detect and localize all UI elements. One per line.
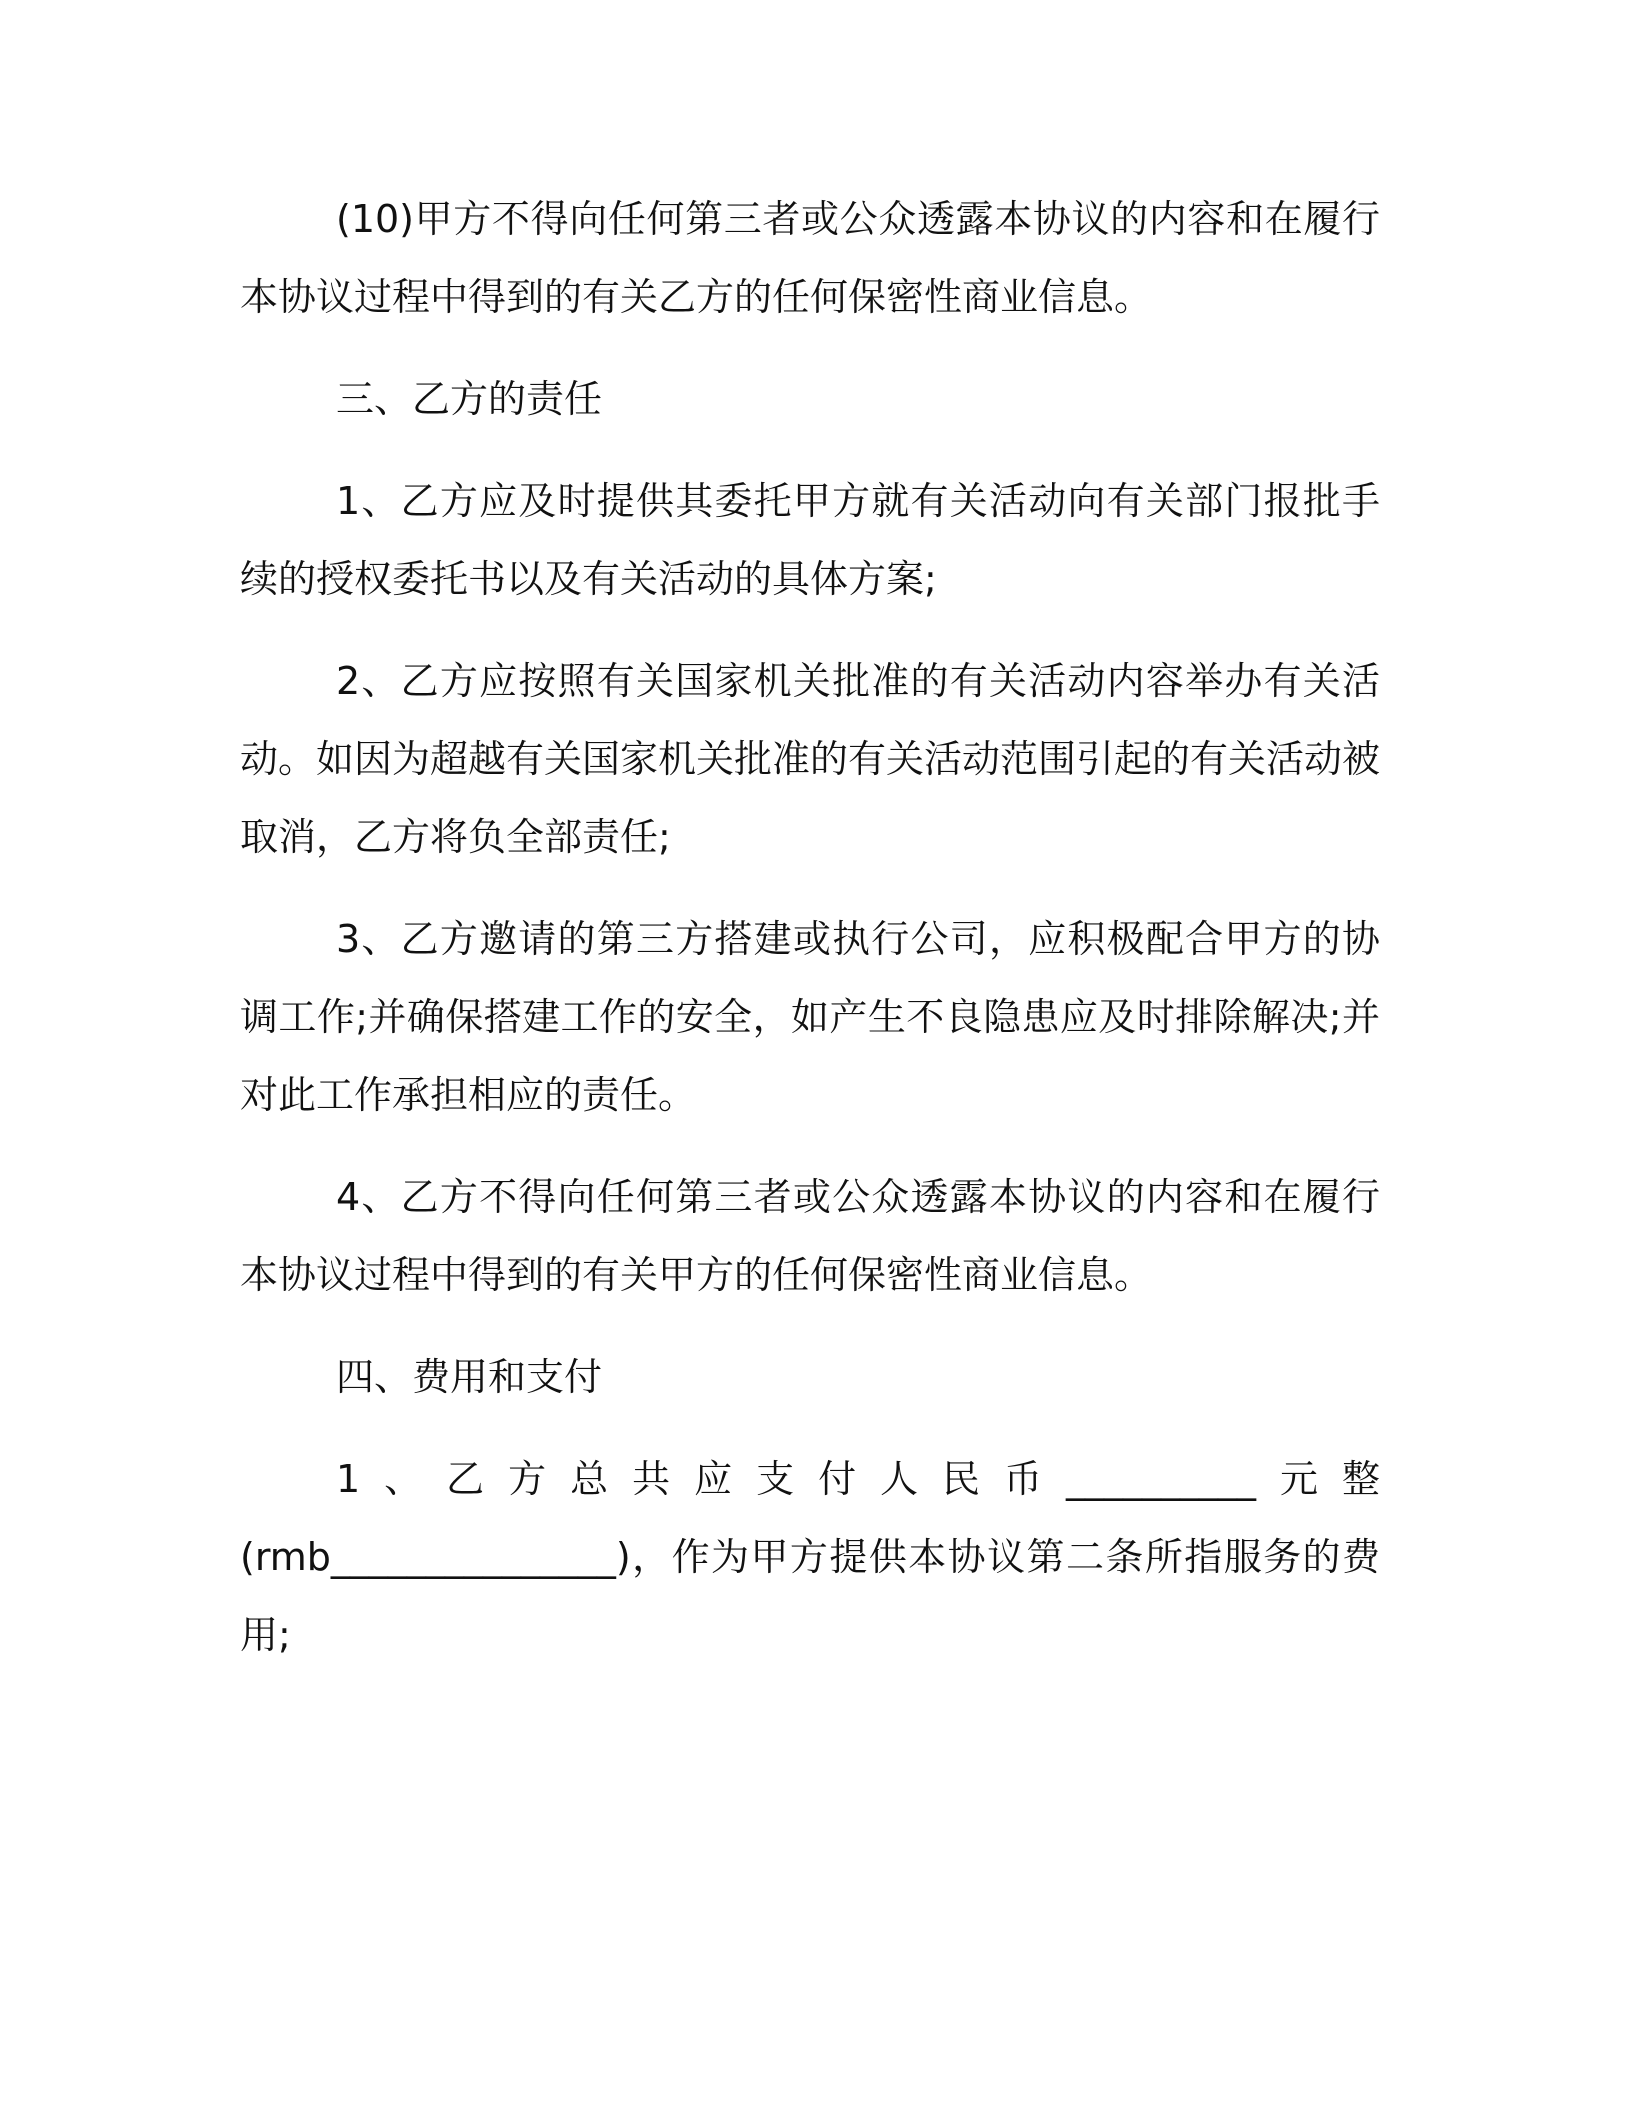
section-4-heading: 四、费用和支付 [336, 1355, 603, 1399]
section-4-item-1: 1、乙方总共应支付人民币__________元整(rmb_______________)，作为甲方提供本协议第二条所指服务的费用; [240, 1457, 1380, 1657]
section-3-item-4: 4、乙方不得向任何第三者或公众透露本协议的内容和在履行本协议过程中得到的有关甲方的任何保密性商业信息。 [240, 1175, 1380, 1297]
section-3-heading: 三、乙方的责任 [336, 377, 603, 421]
section-3-item-1: 1、乙方应及时提供其委托甲方就有关活动向有关部门报批手续的授权委托书以及有关活动的具体方案; [240, 479, 1380, 601]
section-3-item-3: 3、乙方邀请的第三方搭建或执行公司，应积极配合甲方的协调工作;并确保搭建工作的安全，如产生不良隐患应及时排除解决;并对此工作承担相应的责任。 [240, 917, 1380, 1117]
document-body [240, 180, 1380, 1698]
paragraph-item-10: (10)甲方不得向任何第三者或公众透露本协议的内容和在履行本协议过程中得到的有关乙方的任何保密性商业信息。 [240, 197, 1380, 319]
section-3-item-2: 2、乙方应按照有关国家机关批准的有关活动内容举办有关活动。如因为超越有关国家机关批准的有关活动范围引起的有关活动被取消，乙方将负全部责任; [240, 659, 1381, 859]
